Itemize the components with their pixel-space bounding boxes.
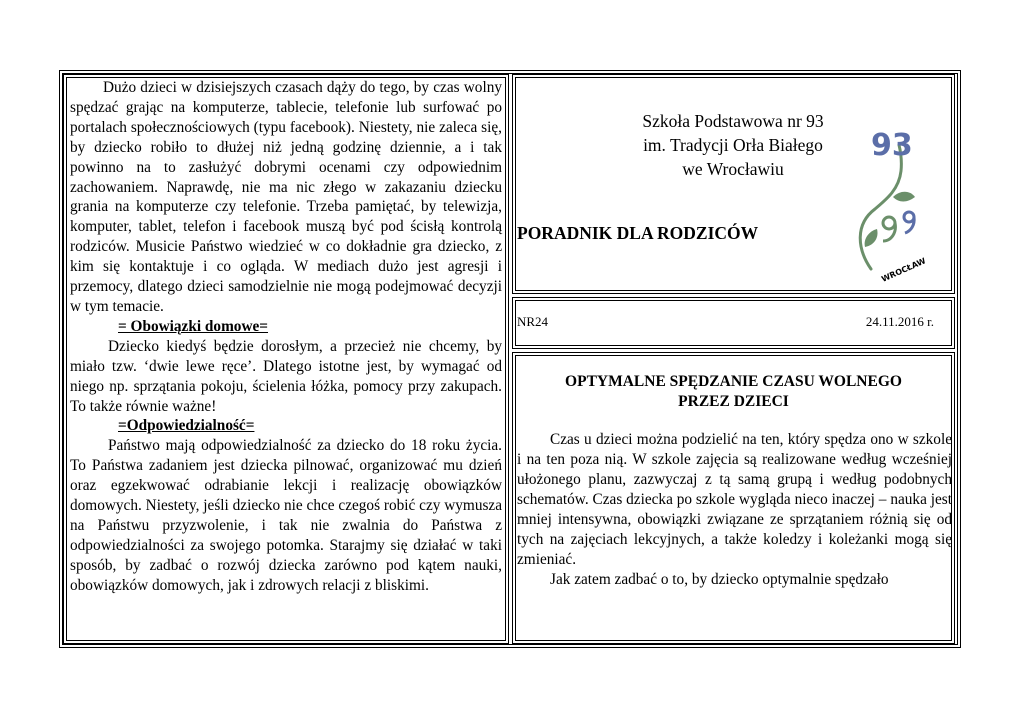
logo-city: WROCŁAW [880,256,928,284]
school-name-line-1: Szkoła Podstawowa nr 93 [642,111,824,131]
issue-number: NR24 [517,314,549,329]
school-logo-icon [847,119,937,287]
article-title-line-2: PRZEZ DZIECI [678,393,789,410]
article-paragraph-1: Czas u dzieci można podzielić na ten, który spędza ono w szkole i na ten poza nią. W szkole zajęcia są realizowane według wcześniej ułożonego planu, zazwyczaj z tą samą grupą i według podobnych schematów. Czas dziecka po szkole wygląda nieco inaczej – nauka jest mniej intensywna, obowiązki związane ze sprzątaniem różnią się od tych na zajęciach lekcyjnych, a także koledzy i koleżanki mogą się zmieniać. [517,431,952,568]
left-column-text [70,78,502,596]
article-text [517,430,952,590]
school-name-line-3: we Wrocławiu [682,159,784,179]
logo-number: 93 [871,128,913,163]
header-panel [512,74,955,294]
article-panel [512,352,955,644]
article-title-line-1: OPTYMALNE SPĘDZANIE CZASU WOLNEGO [565,373,902,390]
article-title [521,372,946,412]
responsibility-paragraph: Państwo mają odpowiedzialność za dziecko do 18 roku życia. To Państwa zadaniem jest dziecka pilnować, organizować mu dzień oraz egzekwować odrabianie lekcji i realizację obowiązków domowych. Niestety, jeśli dziecko nie chce czegoś robić czy wymusza na Państwu przyzwolenie, i tak nie zwalnia do Państwa z odpowiedzialności za swojego potomka. Starajmy się działać w taki sposób, by zadbać o rozwój dziecka zarówno pod kątem nauki, obowiązków domowych, jak i zdrowych relacji z bliskimi. [70,437,502,594]
newsletter-title: PORADNIK DLA RODZICÓW [517,223,759,243]
issue-date: 24.11.2016 r. [865,314,934,329]
intro-paragraph: Dużo dzieci w dzisiejszych czasach dąży do tego, by czas wolny spędzać grając na komputerze, tablecie, telefonie lub surfować po portalach społecznościowych (typu facebook). Niestety, nie zaleca się, by dziecko robiło to dłużej niż jedną godzinę dziennie, a i tak powinno na to zasłużyć dobrymi ocenami czy odpowiednim zachowaniem. Naprawdę, nie ma nic złego w zakazaniu dziecku grania na komputerze czy telefonie. Trzeba pamiętać, by telewizja, komputer, tablet, telefon i facebook muszą być pod ścisłą kontrolą rodziców. Musicie Państwo wiedzieć w co dokładnie gra dziecko, z kim się kontaktuje i co ogląda. W mediach dużo jest agresji i przemocy, dlatego dzieci samodzielnie nie mogą podejmować decyzji w tym temacie. [70,79,502,315]
article-paragraph-2: Jak zatem zadbać o to, by dziecko optymalnie spędzało [550,571,889,588]
school-name-line-2: im. Tradycji Orła Białego [643,135,823,155]
issue-info-panel [512,297,955,349]
household-duties-paragraph: Dziecko kiedyś będzie dorosłym, a przecież nie chcemy, by miało tzw. ‘dwie lewe ręce’. Dlatego istotne jest, by wymagać od niego np. sprzątania pokoju, ścielenia łóżka, pomocy przy zakupach. To także równie ważne! [70,337,502,415]
left-column-panel [63,74,509,644]
school-name [608,109,858,181]
section-heading-household-duties: = Obowiązki domowe= [118,317,269,335]
section-heading-responsibility: =Odpowiedzialność= [118,417,255,435]
